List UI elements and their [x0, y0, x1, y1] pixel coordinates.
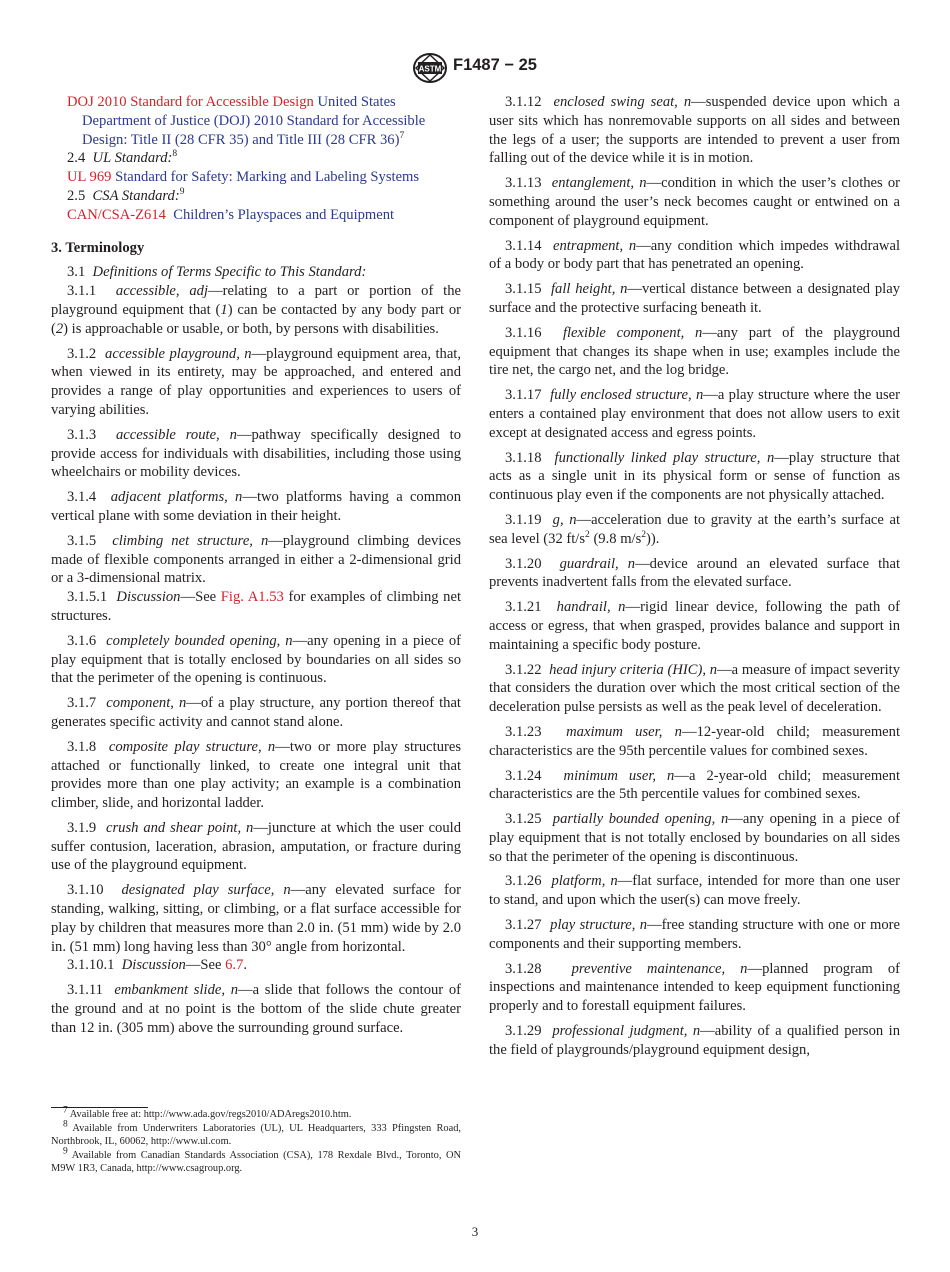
section-2-5: 2.5 CSA Standard:$^9$	[67, 187, 185, 204]
term-3-1-19: 3.1.19 g, n—acceleration due to gravity at the earth’s surface at sea level (32 $ft/s^2$ (9.8 $m/s^2$)).	[489, 511, 901, 547]
footnote-7: $^7$ Available free at: http://www.ada.gov/regs2010/ADAregs2010.htm.	[63, 1105, 352, 1120]
footnote-8: $^8$ Available from Underwriters Laboratories (UL), UL Headquarters, 333 Pfingsten Road, Northbrook, IL, 60062, http://www.ul.com.	[51, 1119, 461, 1148]
doj-standard-title: United States Department of Justice (DOJ) 2010 Standard for Accessible Design: Title II (28 CFR 35) and Title III (28 CFR 36)	[82, 94, 426, 148]
term-3-1-25: 3.1.25 partially bounded opening, n—any opening in a piece of play equipment that is not totally enclosed by boundaries on all sides so that the perimeter of the opening is discontinuous.	[489, 811, 900, 865]
doj-standard-link[interactable]: DOJ 2010 Standard for Accessible Design	[67, 94, 314, 110]
csa-reference	[51, 206, 461, 225]
term-3-1-5-1: 3.1.5.1 Discussion—See Fig. A1.53 for examples of climbing net structures.	[51, 589, 461, 624]
term-3-1-22: 3.1.22 head injury criteria (HIC), n—a measure of impact severity that considers the duration over which the most critical section of the deceleration pulse persists as well as the peak level of deceleration.	[489, 661, 900, 716]
section-2-4: 2.4 UL Standard:$^8$	[67, 149, 178, 167]
term-3-1-3: 3.1.3 accessible route, n—pathway specifically designed to provide access for individuals with disabilities, including those using wheelchairs or mobility devices.	[51, 426, 462, 481]
section-heading-terminology: 3. Terminology	[51, 239, 145, 256]
section-6-7-link[interactable]: 6.7	[225, 957, 244, 974]
term-3-1-2: 3.1.2 accessible playground, n—playground equipment area, that, when viewed in its entirety, may be approached, and entered and provides a range of play opportunities and experiences to users of varying abilities.	[51, 345, 461, 418]
doj-reference	[51, 93, 461, 149]
footnote-ref-9[interactable]: 9	[179, 187, 185, 198]
term-3-1-5: 3.1.5 climbing net structure, n—playground climbing devices made of flexible components arranged in either a 2-dimensional grid or a 3-dimensional matrix.	[51, 532, 461, 587]
term-3-1-17: 3.1.17 fully enclosed structure, n—a play structure where the user enters a contained play environment that does not allow users to exit except at designated access and egress points.	[489, 387, 900, 441]
page-header	[0, 52, 950, 86]
figure-a1-53-link[interactable]: Fig. A1.53	[220, 589, 284, 606]
term-3-1-26: 3.1.26 platform, n—flat surface, intended for more than one user to stand, and upon which the user(s) can move freely.	[489, 873, 901, 909]
term-3-1-21: 3.1.21 handrail, n—rigid linear device, following the path of access or egress, that when grasped, provides balance and support in maintaining a specific body posture.	[489, 599, 900, 653]
section-3-1: 3.1 Definitions of Terms Specific to This Standard:	[67, 264, 367, 281]
ul-reference	[51, 168, 461, 187]
term-3-1-7: 3.1.7 component, n—of a play structure, any portion thereof that generates specific activity and cannot stand alone.	[51, 695, 461, 730]
term-3-1-13: 3.1.13 entanglement, n—condition in which the user’s clothes or something around the user’s neck becomes caught or entwined on a component of playground equipment.	[489, 175, 901, 229]
left-column	[51, 93, 461, 1044]
ul-standard-title: Standard for Safety: Marking and Labeling Systems	[115, 169, 420, 186]
term-3-1-15: 3.1.15 fall height, n—vertical distance between a designated play surface and the protective surfacing beneath it.	[489, 281, 900, 316]
term-3-1-14: 3.1.14 entrapment, n—any condition which impedes withdrawal of a body or body part that has penetrated an opening.	[489, 237, 900, 273]
astm-logo-icon	[412, 52, 448, 84]
svg-text:ASTM: ASTM	[418, 64, 442, 74]
term-3-1-16: 3.1.16 flexible component, n—any part of the playground equipment that changes its shape when in use; examples include the tire net, the cargo net, and the log bridge.	[489, 324, 901, 379]
term-3-1-18: 3.1.18 functionally linked play structure, n—play structure that acts as a single unit in its physical form or sense of function as continuous play even if the components are not physically attached.	[489, 449, 900, 504]
term-3-1-4: 3.1.4 adjacent platforms, n—two platforms having a common vertical plane with some deviation in their height.	[51, 489, 462, 524]
page-number: 3	[471, 1224, 479, 1239]
ul-standard-link[interactable]: UL 969	[67, 169, 112, 186]
term-3-1-1: 3.1.1 accessible, adj—relating to a part or portion of the playground equipment that (1) can be contacted by any body part or (2) is approachable or usable, or both, by persons with disabilities.	[51, 283, 462, 337]
term-3-1-27: 3.1.27 play structure, n—free standing structure with one or more components and their supporting members.	[489, 917, 901, 952]
footnotes	[51, 1105, 461, 1176]
footnote-ref-8[interactable]: 8	[172, 149, 178, 160]
term-3-1-6: 3.1.6 completely bounded opening, n—any opening in a piece of play equipment that is totally enclosed by boundaries on all sides so that the perimeter of the opening is continuous.	[51, 632, 461, 687]
term-3-1-8: 3.1.8 composite play structure, n—two or more play structures attached or functionally linked, to create one integral unit that provides more than one play activity; an example is a combination climber, slide, and horizontal ladder.	[51, 738, 462, 812]
term-3-1-10: 3.1.10 designated play surface, n—any elevated surface for standing, walking, sitting, or climbing, or a flat surface accessible for play by children that measures more than 2.0 in. (51 mm) wide by 2.0 in. (51 mm) long having less than 30° angle from horizontal.	[51, 882, 461, 955]
footnote-ref-7[interactable]: 7	[399, 130, 405, 141]
term-3-1-9: 3.1.9 crush and shear point, n—juncture at which the user could suffer contusion, laceration, abrasion, amputation, or fracture during use of the playground equipment.	[51, 819, 461, 874]
right-column	[489, 93, 900, 1066]
term-3-1-20: 3.1.20 guardrail, n—device around an elevated surface that prevents inadvertent falls from the elevated surface.	[489, 555, 901, 591]
term-3-1-11: 3.1.11 embankment slide, n—a slide that follows the contour of the ground and at no point is the bottom of the slide chute greater than 12 in. (305 mm) above the surrounding ground surface.	[51, 982, 462, 1036]
term-3-1-29: 3.1.29 professional judgment, n—ability of a qualified person in the field of playgrounds/playground equipment design,	[489, 1023, 900, 1058]
csa-standard-link[interactable]: CAN/CSA-Z614	[67, 206, 166, 223]
csa-standard-title: Children’s Playspaces and Equipment	[173, 206, 395, 223]
term-3-1-28: 3.1.28 preventive maintenance, n—planned program of inspections and maintenance intended to keep equipment functioning properly and to forestall equipment failures.	[489, 960, 900, 1015]
term-3-1-10-1: 3.1.10.1 Discussion—See 6.7.	[67, 957, 248, 974]
document-designation: F1487 − 25	[453, 56, 537, 74]
term-3-1-23: 3.1.23 maximum user, n—12-year-old child; measurement characteristics are the 95th percentile values for combined sexes.	[489, 723, 901, 759]
footnote-9: $^9$ Available from Canadian Standards Association (CSA), 178 Rexdale Blvd., Toronto, ON M9W 1R3, Canada, http://www.csagroup.org.	[51, 1146, 461, 1175]
term-3-1-24: 3.1.24 minimum user, n—a 2-year-old child; measurement characteristics are the 5th percentile values for combined sexes.	[489, 767, 901, 803]
term-3-1-12: 3.1.12 enclosed swing seat, n—suspended device upon which a user sits which has nonremovable supports on all sides and between the legs of a user; the supports are intended to prevent a user from falling out of the device while it is in motion.	[489, 94, 900, 167]
